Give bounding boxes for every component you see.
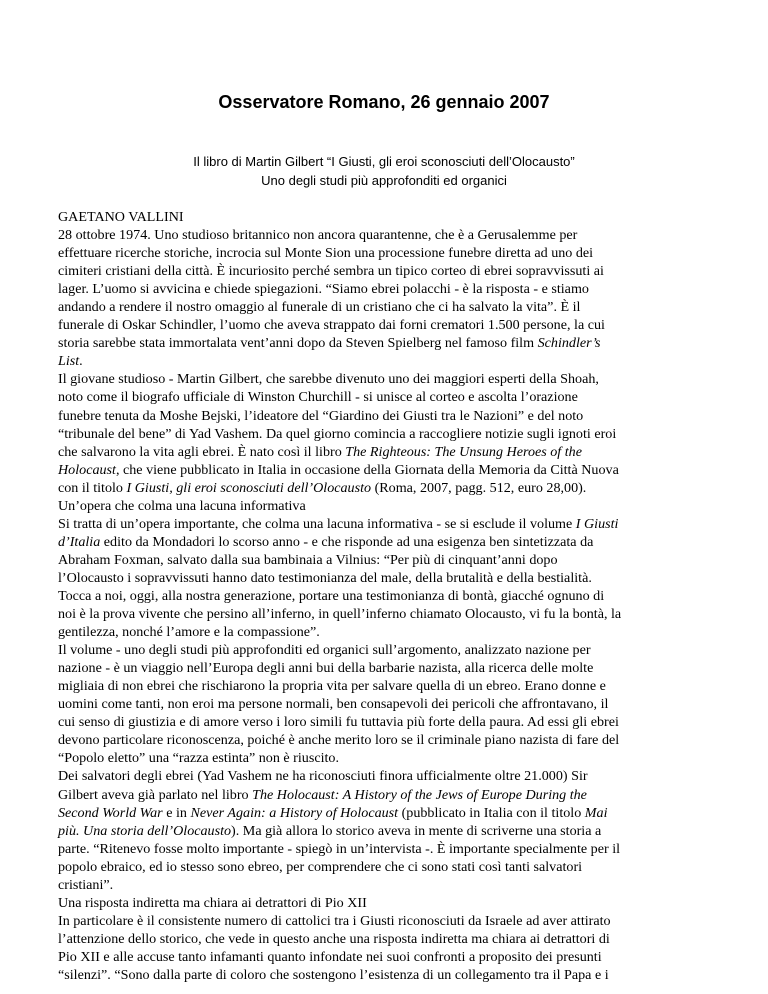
book-subtitle-line-1: Il libro di Martin Gilbert “I Giusti, gli eroi sconosciuti dell’Olocausto” (193, 154, 575, 169)
article-text-line: devono particolare riconoscenza, poiché è anche merito loro se il criminale piano nazista di fare del (58, 732, 620, 749)
article-text-line: l’attenzione dello storico, che vede in questo anche una risposta indiretta ma chiara ai detrattori di (58, 930, 610, 947)
article-text-line: Il giovane studioso - Martin Gilbert, che sarebbe divenuto uno dei maggiori esperti della Shoah, (58, 371, 599, 388)
article-text-line: più. Una storia dell’Olocausto). Ma già allora lo storico aveva in mente di scriverne una storia a (58, 822, 602, 839)
article-text-line: funerale di Oskar Schindler, l’uomo che aveva strappato dai forni crematori 1.500 persone, la cui (58, 317, 605, 334)
article-text-line: storia sarebbe stata immortalata vent’anni dopo da Steven Spielberg nel famoso film Schindler’s (58, 335, 601, 352)
article-text-line: parte. “Ritenevo fosse molto importante - spiegò in un’intervista -. È importante specialmente per il (58, 840, 621, 857)
article-text-line: noi è la prova vivente che persino all’inferno, in quell’inferno chiamato Olocausto, vi fu la bontà, la (58, 606, 622, 623)
article-text-line: Un’opera che colma una lacuna informativa (58, 497, 306, 514)
article-text-line: Una risposta indiretta ma chiara ai detrattori di Pio XII (58, 894, 367, 911)
article-text-line: cristiani”. (58, 876, 114, 893)
article-text-line: migliaia di non ebrei che rischiarono la propria vita per salvare quella di un ebreo. Erano donne e (58, 678, 606, 695)
book-subtitle-line-2: Uno degli studi più approfonditi ed organici (261, 173, 507, 188)
article-text-line: lager. L’uomo si avvicina e chiede spiegazioni. “Siamo ebrei polacchi - è la risposta - e stiamo (58, 281, 589, 298)
article-text-line: Second World War e in Never Again: a History of Holocaust (pubblicato in Italia con il titolo Mai (58, 804, 608, 821)
article-text-line: Il volume - uno degli studi più approfonditi ed organici sull’argomento, analizzato nazione per (58, 642, 591, 659)
article-text-line: andando a rendere il nostro omaggio al funerale di un cristiano che ci ha salvato la vita”. È il (58, 299, 581, 316)
article-text-line: “tribunale del bene” di Yad Vashem. Da quel giorno comincia a raccogliere notizie sugli ignoti eroi (58, 425, 617, 442)
article-text-line: uomini come tanti, non eroi ma persone normali, ben consapevoli dei pericoli che affrontavano, il (58, 696, 609, 713)
author-byline: GAETANO VALLINI (58, 209, 184, 225)
article-text-line: effettuare ricerche storiche, incrocia sul Monte Sion una processione funebre diretta ad uno dei (58, 245, 594, 262)
article-text-line: Gilbert aveva già parlato nel libro The Holocaust: A History of the Jews of Europe During the (58, 786, 587, 803)
article-text-line: con il titolo I Giusti, gli eroi sconosciuti dell’Olocausto (Roma, 2007, pagg. 512, euro 28,00). (58, 479, 587, 496)
article-text-line: Tocca a noi, oggi, alla nostra generazione, portare una testimonianza di bontà, giacché ognuno di (58, 587, 605, 604)
article-text-line: “Popolo eletto” una “razza estinta” non è riuscito. (58, 750, 339, 767)
article-body (58, 208, 718, 984)
article-text-line: cimiteri cristiani della città. È incuriosito perché sembra un tipico corteo di ebrei sopravvissuti ai (58, 263, 604, 280)
page-title: Osservatore Romano, 26 gennaio 2007 (218, 92, 550, 112)
article-text-line: Holocaust, che viene pubblicato in Italia in occasione della Giornata della Memoria da Città Nuova (58, 461, 619, 478)
article-text-line: 28 ottobre 1974. Uno studioso britannico non ancora quarantenne, che è a Gerusalemme per (58, 227, 578, 244)
article-text-line: gentilezza, nonché l’amore e la compassione”. (58, 624, 320, 641)
article-text-line: cui senso di giustizia e di amore verso i loro simili fu tuttavia più forte della paura. Ad essi gli ebrei (58, 714, 619, 731)
article-text-line: Pio XII e alle accuse tanto infamanti quanto infondate nei suoi confronti a proposito dei presunti (58, 948, 602, 965)
article-text-line: Dei salvatori degli ebrei (Yad Vashem ne ha riconosciuti finora ufficialmente oltre 21.000) Sir (58, 768, 588, 785)
article-text-line: “silenzi”. “Sono dalla parte di coloro che sostengono l’esistenza di un collegamento tra il Papa e i (58, 966, 609, 983)
article-text-line: In particolare è il consistente numero di cattolici tra i Giusti riconosciuti da Israele ad aver attirato (58, 912, 611, 929)
article-text-line: che salvarono la vita agli ebrei. È nato così il libro The Righteous: The Unsung Heroes of the (58, 443, 582, 460)
article-text-line: l’Olocausto i sopravvissuti hanno dato testimonianza del male, della brutalità e della bestialità. (58, 569, 592, 586)
article-text-line: d’Italia edito da Mondadori lo scorso anno - e che risponde ad una esigenza ben sintetizzata da (58, 533, 594, 550)
article-text-line: List. (58, 353, 83, 370)
article-text-line: popolo ebraico, ed io stesso sono ebreo, per comprendere che ci sono stati così tanti salvatori (58, 858, 583, 875)
article-text-line: Si tratta di un’opera importante, che colma una lacuna informativa - se si esclude il volume I Giusti (58, 515, 619, 532)
article-text-line: nazione - è un viaggio nell’Europa degli anni bui della barbarie nazista, alla ricerca delle molte (58, 660, 594, 677)
article-text-line: noto come il biografo ufficiale di Winston Churchill - si unisce al corteo e ascolta l’orazione (58, 389, 578, 406)
article-text-line: Abraham Foxman, salvato dalla sua bambinaia a Vilnius: “Per più di cinquant’anni dopo (58, 551, 558, 568)
article-text-line: funebre tenuta da Moshe Bejski, l’ideatore del “Giardino dei Giusti tra le Nazioni” e del noto (58, 407, 584, 424)
